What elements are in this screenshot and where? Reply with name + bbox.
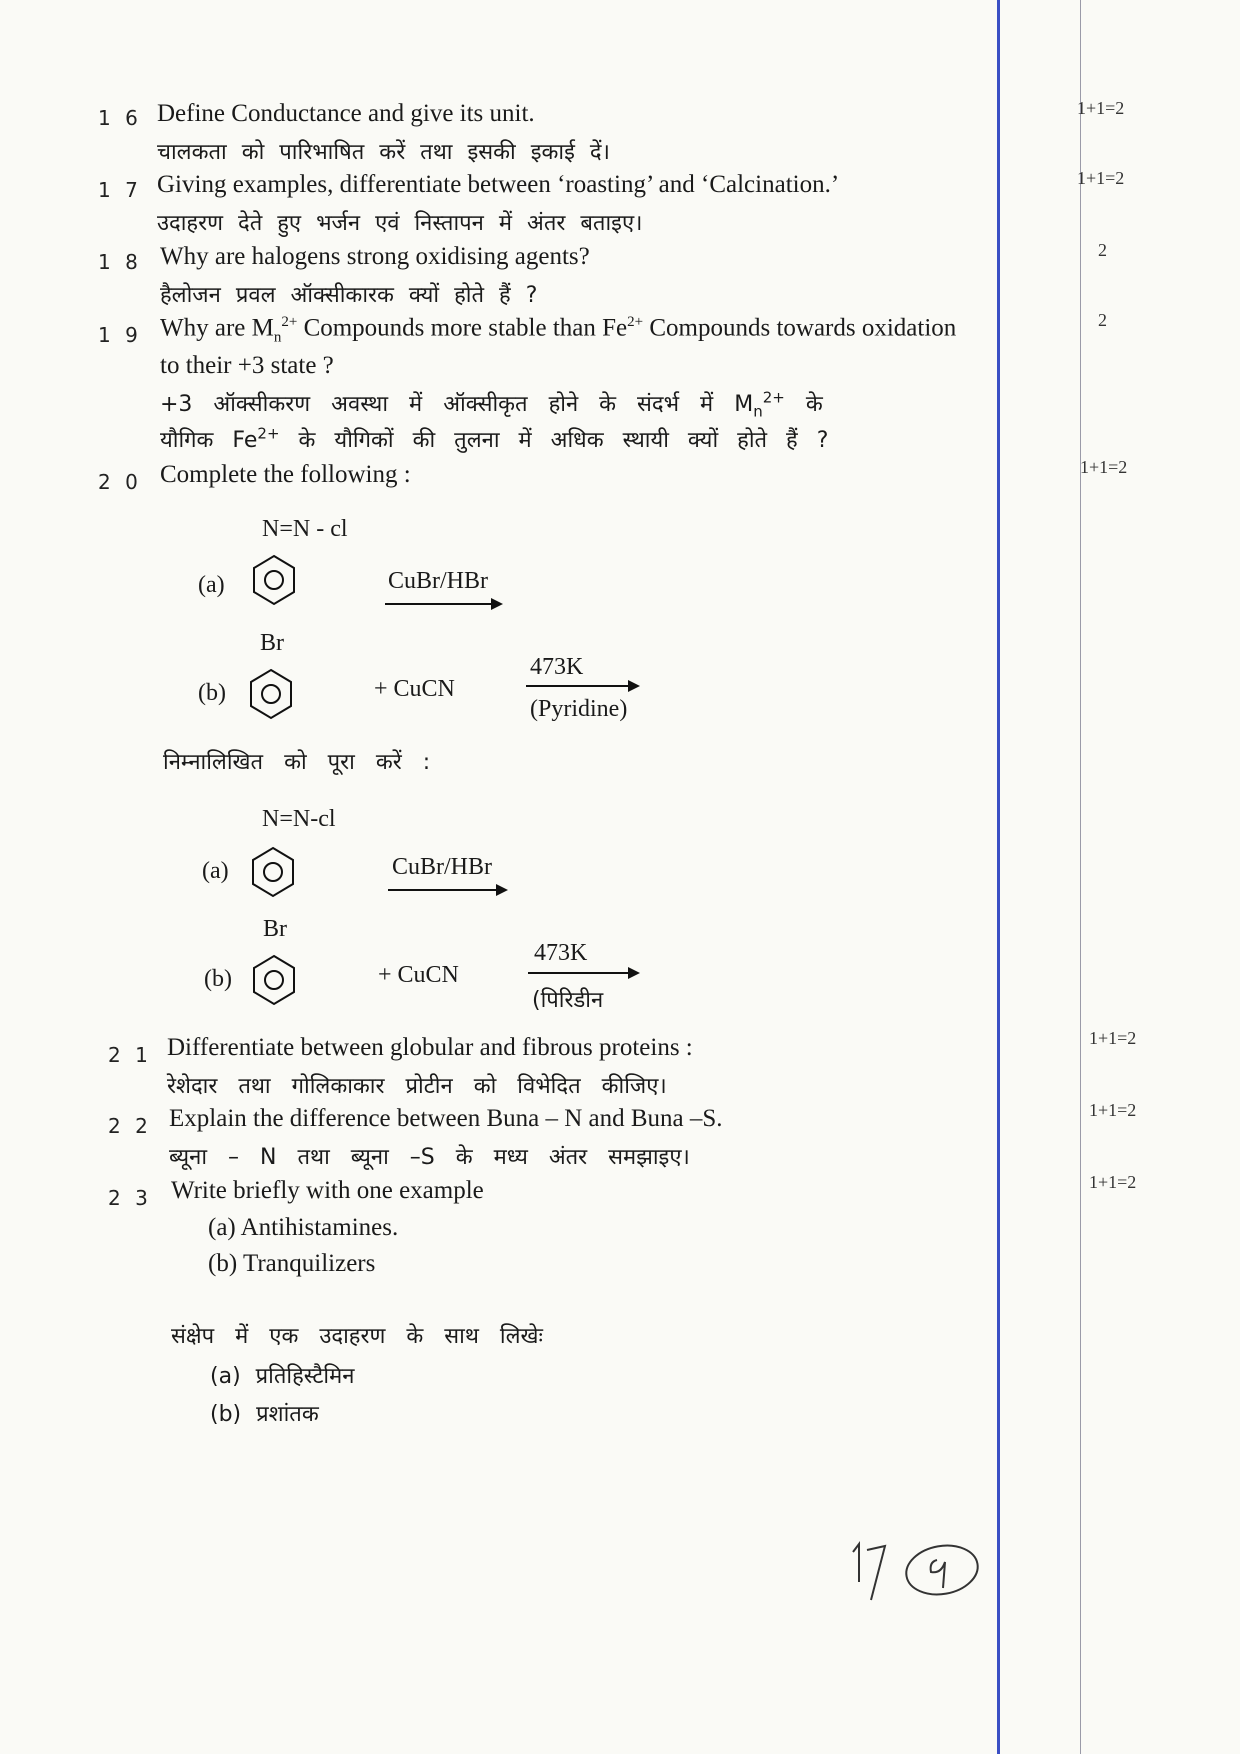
reaction-arrow bbox=[528, 972, 638, 974]
question-text-hi: चालकता को पारिभाषित करें तथा इसकी इकाई दें। bbox=[157, 140, 610, 165]
benzene-ring-icon bbox=[250, 846, 296, 898]
question-number: 2 0 bbox=[98, 470, 142, 494]
substituent-label: N=N - cl bbox=[262, 516, 348, 542]
question-text-en: Complete the following : bbox=[160, 461, 411, 488]
reaction-arrow bbox=[385, 603, 501, 605]
marks: 1+1=2 bbox=[1089, 1100, 1137, 1120]
margin-line-blue bbox=[997, 0, 1000, 1754]
marks: 2 bbox=[1098, 310, 1107, 330]
question-subpart-en: (b) Tranquilizers bbox=[208, 1250, 376, 1277]
question-text-hi: हैलोजन प्रवल ऑक्सीकारक क्यों होते हैं ? bbox=[160, 283, 538, 308]
question-text-hi: उदाहरण देते हुए भर्जन एवं निस्तापन में अंतर बताइए। bbox=[157, 211, 643, 236]
question-number: 1 9 bbox=[98, 323, 142, 347]
question-subpart-en: (a) Antihistamines. bbox=[208, 1214, 399, 1241]
condition-bottom: (Pyridine) bbox=[530, 696, 628, 722]
question-subpart-hi: (a) प्रतिहिस्टैमिन bbox=[210, 1364, 355, 1389]
condition-bottom: (पिरिडीन bbox=[532, 988, 604, 1013]
substituent-label: Br bbox=[260, 630, 284, 656]
benzene-ring-icon bbox=[251, 954, 297, 1006]
reaction-label: (b) bbox=[198, 680, 226, 706]
question-text-en: Giving examples, differentiate between ‘roasting’ and ‘Calcination.’ bbox=[157, 171, 840, 198]
marks: 1+1=2 bbox=[1077, 168, 1125, 188]
question-number: 1 7 bbox=[98, 178, 142, 202]
reagent-label: CuBr/HBr bbox=[392, 854, 493, 880]
benzene-ring-icon bbox=[248, 668, 294, 720]
question-subpart-hi: (b) प्रशांतक bbox=[210, 1402, 319, 1427]
margin-line-gray bbox=[1080, 0, 1081, 1754]
question-text-hi: निम्नालिखित को पूरा करें : bbox=[163, 750, 431, 775]
question-number: 2 3 bbox=[108, 1186, 152, 1210]
question-text-hi: +3 ऑक्सीकरण अवस्था में ऑक्सीकृत होने के संदर्भ में $M_n^{2+}$ के bbox=[160, 388, 823, 421]
reagent-plus: + CuCN bbox=[374, 676, 455, 702]
question-text-hi: संक्षेप में एक उदाहरण के साथ लिखेः bbox=[171, 1324, 543, 1349]
question-text-en: Why are $M_n^{2+}$ Compounds more stable than $Fe^{2+}$ Compounds towards oxidation bbox=[160, 314, 957, 346]
condition-top: 473K bbox=[530, 654, 584, 680]
reagent-plus: + CuCN bbox=[378, 962, 459, 988]
question-number: 1 8 bbox=[98, 250, 142, 274]
substituent-label: N=N-cl bbox=[262, 806, 336, 832]
question-text-hi: रेशेदार तथा गोलिकाकार प्रोटीन को विभेदित कीजिए। bbox=[167, 1074, 667, 1099]
question-text-en: Explain the difference between Buna – N and Buna –S. bbox=[169, 1105, 723, 1132]
question-text-hi: ब्यूना – N तथा ब्यूना –S के मध्य अंतर समझाइए। bbox=[169, 1145, 690, 1170]
marks: 1+1=2 bbox=[1089, 1172, 1137, 1192]
question-text-en: Write briefly with one example bbox=[171, 1177, 484, 1204]
marks: 1+1=2 bbox=[1080, 457, 1128, 477]
condition-top: 473K bbox=[534, 940, 588, 966]
reaction-label: (b) bbox=[204, 966, 232, 992]
question-number: 1 6 bbox=[98, 106, 142, 130]
reaction-label: (a) bbox=[202, 858, 229, 884]
question-text-en: Why are halogens strong oxidising agents? bbox=[160, 243, 590, 270]
question-text-en: Define Conductance and give its unit. bbox=[157, 100, 535, 127]
reaction-label: (a) bbox=[198, 572, 225, 598]
benzene-ring-icon bbox=[251, 554, 297, 606]
reagent-label: CuBr/HBr bbox=[388, 568, 489, 594]
marks: 1+1=2 bbox=[1077, 98, 1125, 118]
reaction-arrow bbox=[526, 685, 638, 687]
marks: 1+1=2 bbox=[1089, 1028, 1137, 1048]
question-number: 2 1 bbox=[108, 1043, 152, 1067]
question-text-en: Differentiate between globular and fibrous proteins : bbox=[167, 1034, 693, 1061]
question-number: 2 2 bbox=[108, 1114, 152, 1138]
marks: 2 bbox=[1098, 240, 1107, 260]
question-text-hi-line2: यौगिक $Fe^{2+}$ के यौगिकों की तुलना में अधिक स्थायी क्यों होते हैं ? bbox=[160, 424, 829, 453]
handwritten-page-mark bbox=[845, 1530, 985, 1610]
reaction-arrow bbox=[388, 889, 506, 891]
substituent-label: Br bbox=[263, 916, 287, 942]
question-text-en-line2: to their +3 state ? bbox=[160, 352, 334, 379]
